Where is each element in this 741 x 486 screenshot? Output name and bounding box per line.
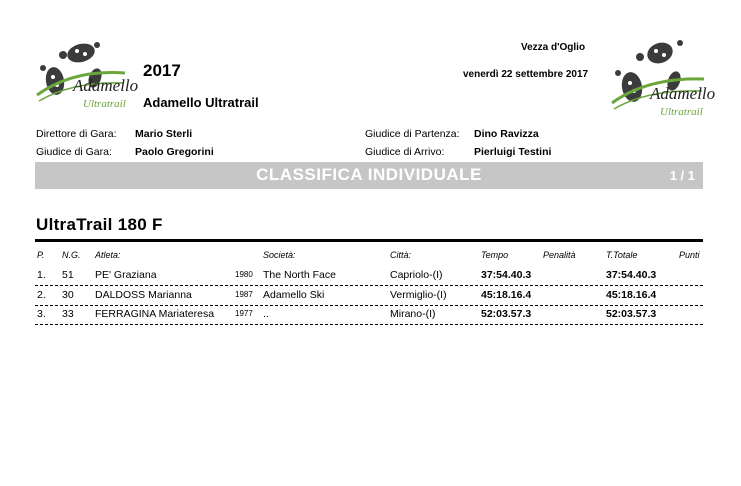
logo-text-bottom: Ultratrail	[660, 106, 703, 118]
row-divider	[35, 324, 703, 325]
row-position: 1.	[37, 269, 46, 281]
page-indicator: 1 / 1	[669, 168, 695, 183]
race-judge-label: Giudice di Gara:	[36, 146, 112, 158]
row-bib: 30	[62, 289, 74, 301]
event-name: Adamello Ultratrail	[143, 95, 259, 110]
finish-judge-label: Giudice di Arrivo:	[365, 146, 445, 158]
logo-text-top: Adamello	[650, 84, 716, 103]
row-time: 52:03.57.3	[481, 308, 532, 320]
row-birth-year: 1977	[235, 309, 253, 318]
col-header-city: Città:	[390, 250, 412, 260]
row-city: Vermiglio-(I)	[390, 289, 447, 301]
row-athlete: FERRAGINA Mariateresa	[95, 308, 215, 320]
row-position: 3.	[37, 308, 46, 320]
event-logo-right	[608, 33, 716, 125]
row-birth-year: 1980	[235, 270, 253, 279]
col-header-club: Società:	[263, 250, 296, 260]
category-rule	[35, 239, 703, 242]
logo-text-top: Adamello	[73, 76, 139, 95]
results-banner	[35, 162, 703, 189]
row-time: 37:54.40.3	[481, 269, 532, 281]
start-judge-label: Giudice di Partenza:	[365, 128, 460, 140]
race-judge-name: Paolo Gregorini	[135, 146, 214, 158]
row-time: 45:18.16.4	[481, 289, 532, 301]
start-judge-name: Dino Ravizza	[474, 128, 539, 140]
row-position: 2.	[37, 289, 46, 301]
row-divider	[35, 285, 703, 286]
event-logo-left	[33, 33, 139, 115]
race-director-label: Direttore di Gara:	[36, 128, 117, 140]
event-location: Vezza d'Oglio	[521, 42, 586, 53]
row-total: 52:03.57.3	[606, 308, 657, 320]
col-header-points: Punti	[679, 250, 700, 260]
row-bib: 51	[62, 269, 74, 281]
row-divider	[35, 305, 703, 306]
race-director-name: Mario Sterli	[135, 128, 193, 140]
col-header-athlete: Atleta:	[95, 250, 121, 260]
col-header-pos: P.	[37, 250, 45, 260]
event-year: 2017	[143, 61, 181, 80]
col-header-bib: N.G.	[62, 250, 81, 260]
row-athlete: DALDOSS Marianna	[95, 289, 192, 301]
row-birth-year: 1987	[235, 290, 253, 299]
event-date: venerdì 22 settembre 2017	[463, 69, 589, 80]
logo-text-bottom: Ultratrail	[83, 98, 126, 110]
row-total: 37:54.40.3	[606, 269, 657, 281]
row-city: Capriolo-(I)	[390, 269, 443, 281]
col-header-total: T.Totale	[606, 250, 638, 260]
col-header-penalty: Penalità	[543, 250, 576, 260]
col-header-time: Tempo	[481, 250, 509, 260]
row-club: Adamello Ski	[263, 289, 325, 301]
row-athlete: PE' Graziana	[95, 269, 157, 281]
row-city: Mirano-(I)	[390, 308, 436, 320]
finish-judge-name: Pierluigi Testini	[474, 146, 552, 158]
row-club: The North Face	[263, 269, 336, 281]
row-bib: 33	[62, 308, 74, 320]
banner-title: CLASSIFICA INDIVIDUALE	[256, 165, 482, 184]
category-title: UltraTrail 180 F	[36, 215, 163, 234]
row-club: ..	[263, 308, 269, 320]
row-total: 45:18.16.4	[606, 289, 657, 301]
